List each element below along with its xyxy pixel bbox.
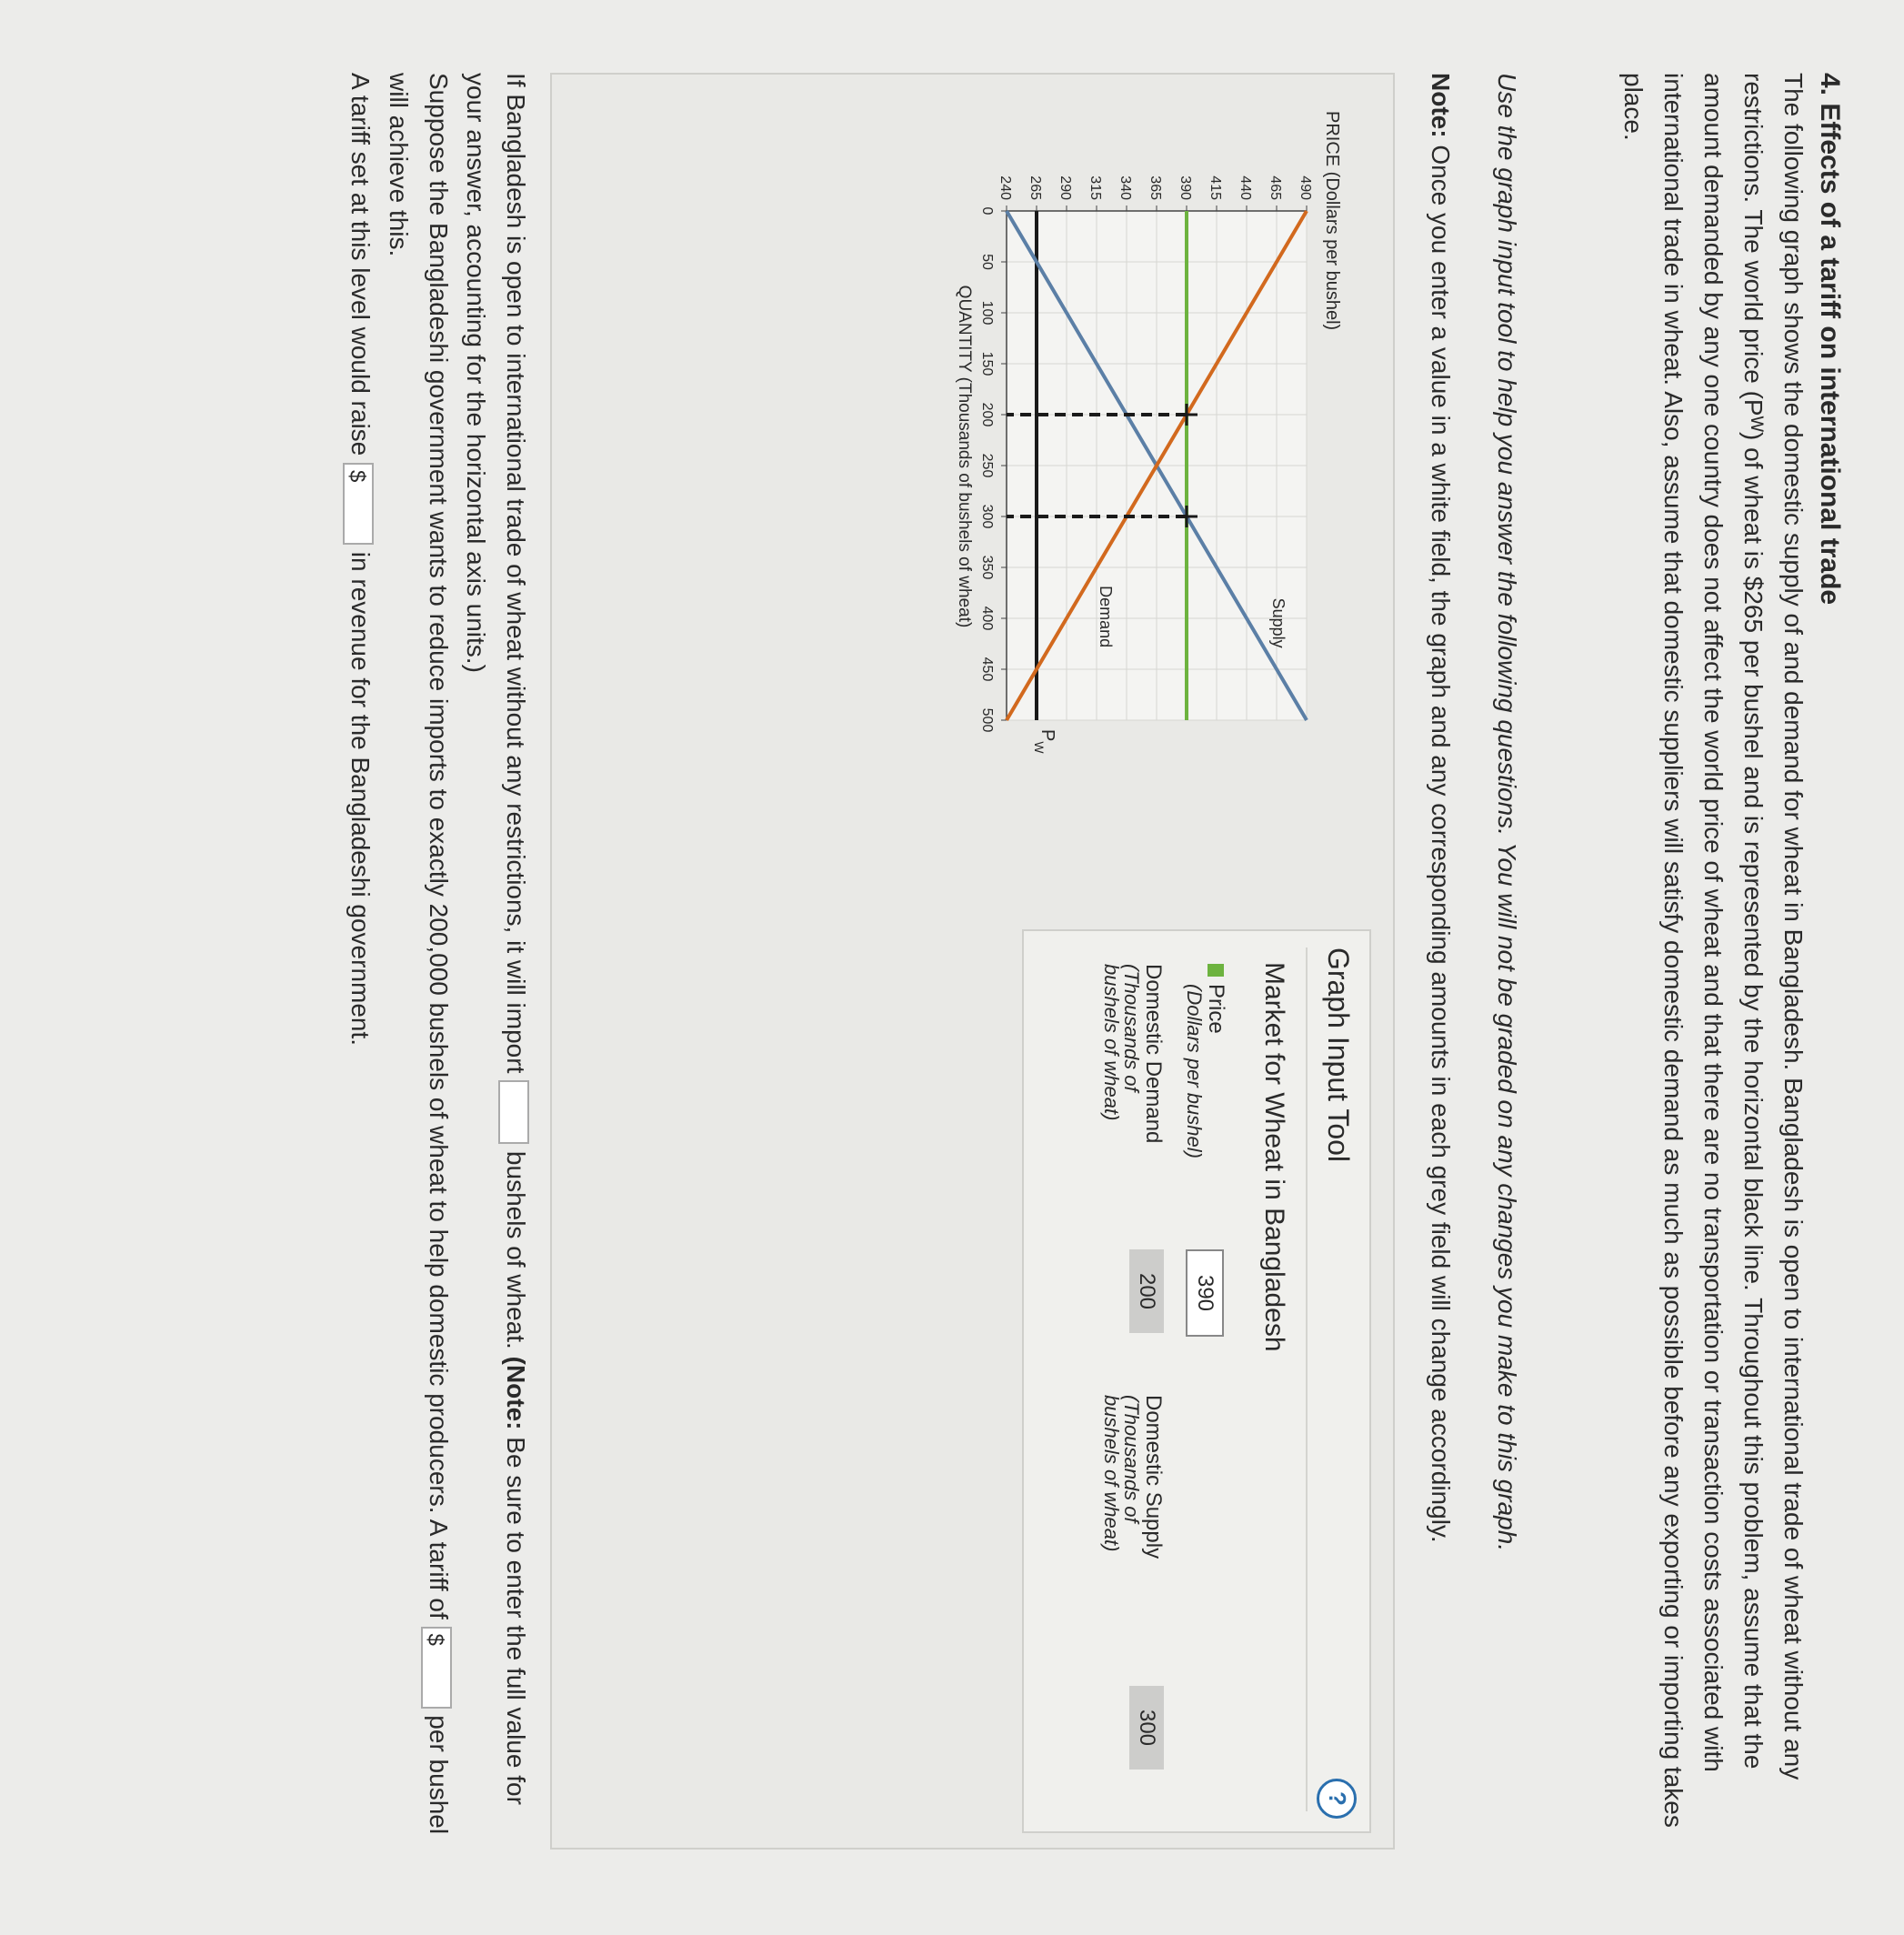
x-tick-label: 250	[979, 453, 995, 478]
x-tick-label: 400	[979, 606, 995, 631]
price-color-swatch	[1208, 964, 1224, 977]
question-title: 4. Effects of a tariff on international trade	[1815, 73, 1845, 606]
revenue-currency: $	[345, 470, 370, 483]
y-tick-label: 440	[1238, 175, 1253, 200]
domestic-demand-units: (Thousands of	[1120, 964, 1143, 1092]
x-tick-label: 350	[979, 555, 995, 580]
help-button[interactable]: ?	[1317, 1779, 1357, 1819]
x-tick-label: 150	[979, 351, 995, 376]
domestic-demand-value: 200	[1129, 1249, 1164, 1333]
y-tick-label: 415	[1208, 175, 1223, 200]
price-label	[1184, 984, 1228, 1158]
y-tick-label: 365	[1147, 175, 1163, 200]
world-price-subscript: W	[1032, 741, 1047, 754]
y-tick-label: 390	[1177, 175, 1193, 200]
world-price-label: $P_W$	[1032, 729, 1057, 754]
q3-text: A tariff set at this level would raise	[346, 73, 375, 464]
y-tick-label: 315	[1087, 175, 1103, 200]
price-units: (Dollars per bushel)	[1183, 984, 1206, 1158]
domestic-supply-value: 300	[1129, 1686, 1164, 1770]
x-tick-label: 200	[979, 402, 995, 427]
q2-after: per bushel will achieve this.	[385, 73, 453, 1835]
graph-panel	[550, 73, 1395, 1850]
q1-text: If Bangladesh is open to international trade of wheat without any restrictions, it will import	[502, 73, 530, 1081]
y-axis-title: PRICE (Dollars per bushel)	[1322, 111, 1342, 331]
x-axis-title: QUANTITY (Thousands of bushels of wheat)	[955, 285, 974, 628]
tariff-input[interactable]	[421, 1627, 452, 1709]
domestic-demand-label	[1101, 964, 1165, 1143]
q3-after: in revenue for the Bangladeshi government.	[346, 545, 375, 1047]
y-tick-label: 340	[1117, 175, 1133, 200]
question-imports	[456, 73, 536, 1855]
x-tick-label: 450	[979, 657, 995, 682]
domestic-supply-label-text: Domestic Supply	[1141, 1395, 1166, 1559]
demand-curve-label: Demand	[1096, 586, 1115, 648]
domestic-demand-units-2: bushels of wheat)	[1100, 964, 1123, 1121]
x-tick-label: 0	[979, 206, 995, 216]
domestic-supply-units: (Thousands of	[1120, 1395, 1143, 1523]
y-tick-label: 265	[1027, 175, 1043, 200]
graph-instruction: Use the graph input tool to help you answer the following questions. You will not be graded on any changes you make to this graph.	[1493, 73, 1521, 1552]
price-label-text: Price	[1204, 984, 1228, 1034]
note-label: Note:	[1427, 73, 1455, 138]
question-tariff	[378, 73, 458, 1855]
supply-curve-label: Supply	[1269, 597, 1288, 648]
domestic-supply-units-2: bushels of wheat)	[1100, 1395, 1123, 1552]
graph-note	[1420, 73, 1460, 1543]
y-tick-label: 290	[1057, 175, 1073, 200]
revenue-input[interactable]	[343, 463, 374, 545]
note-text: Once you enter a value in a white field, the graph and any corresponding amounts in each grey field will change accordingly.	[1427, 137, 1455, 1543]
domestic-supply-label	[1101, 1395, 1165, 1559]
y-tick-label: 240	[997, 175, 1013, 200]
graph-input-tool	[1022, 929, 1371, 1833]
x-tick-label: 100	[979, 300, 995, 326]
x-tick-label: 50	[979, 254, 995, 270]
question-intro: The following graph shows the domestic supply of and demand for wheat in Bangladesh. Bangladesh is open to international trade of wheat without any restrictions. The world price (Pᵂ) of wheat is $265 per bushel and is represented by the horizontal black line. Throughout this problem, assume that the amount demanded by any one country does not affect the world price of wheat and that there are no transportation or transaction costs associated with international trade in wheat. Also, assume that domestic suppliers will satisfy domestic demand as much as possible before any exporting or importing takes place.	[1619, 73, 1808, 1828]
question-revenue	[340, 73, 380, 1855]
x-tick-label: 500	[979, 707, 995, 733]
graph-input-tool-title: Graph Input Tool	[1306, 947, 1369, 1811]
q1-note-text: Be sure to enter the full value for your answer, accounting for the horizontal axis units.)	[462, 73, 530, 1805]
q1-note-label: (Note:	[502, 1356, 530, 1430]
q1-after: bushels of wheat.	[502, 1144, 530, 1357]
y-tick-label: 490	[1298, 175, 1313, 200]
market-title: Market for Wheat in Bangladesh	[1259, 962, 1289, 1352]
x-tick-label: 300	[979, 504, 995, 529]
y-tick-label: 465	[1268, 175, 1283, 200]
tariff-currency: $	[423, 1633, 448, 1646]
domestic-demand-label-text: Domestic Demand	[1141, 964, 1166, 1144]
imports-input[interactable]	[498, 1080, 529, 1144]
price-input[interactable]: 390	[1186, 1249, 1224, 1337]
q2-text: Suppose the Bangladeshi government wants to reduce imports to exactly 200,000 bushels of wheat to help domestic producers. A tariff of	[425, 73, 453, 1627]
